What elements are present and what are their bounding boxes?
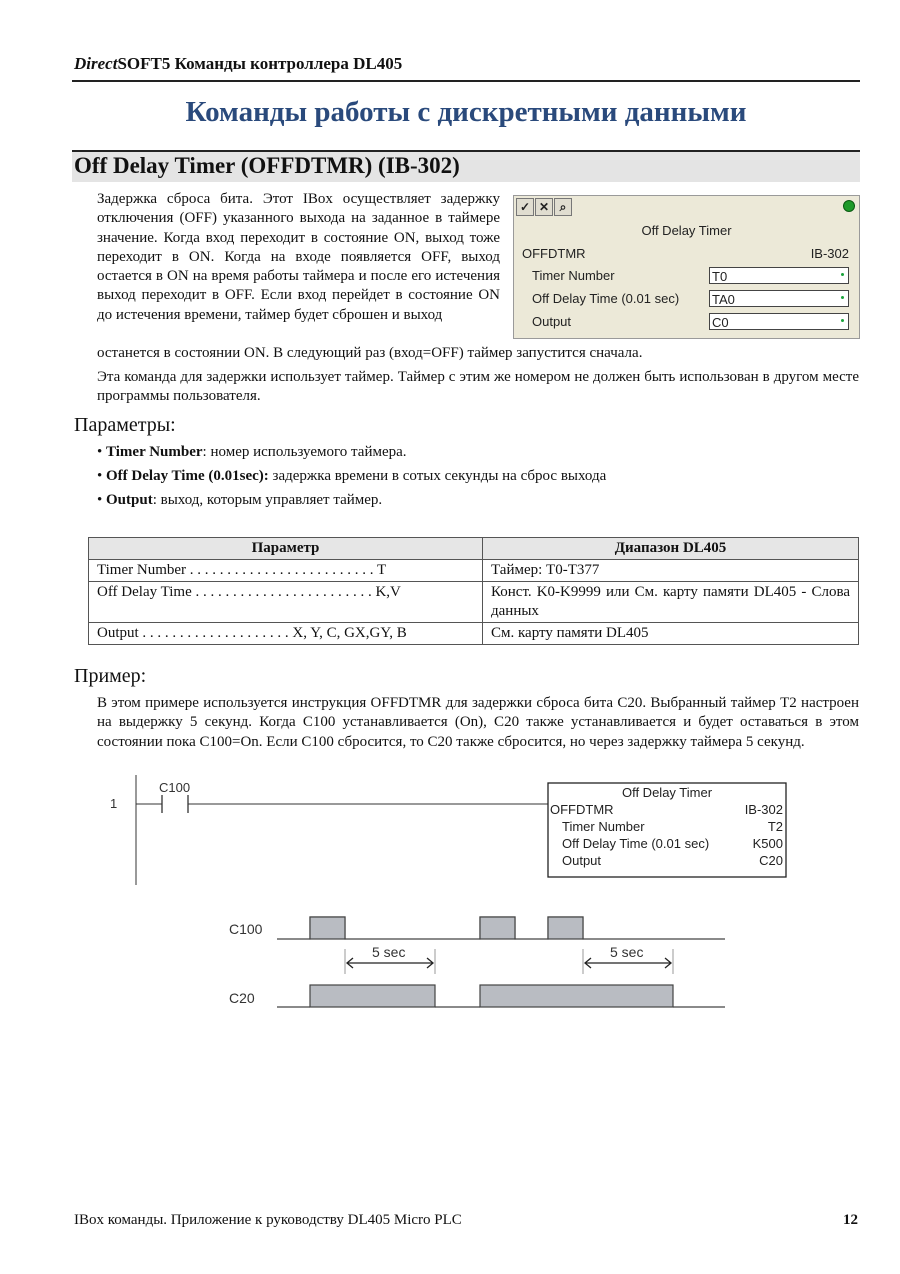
ladder-ibox-row <box>548 818 786 835</box>
table-cell: Output . . . . . . . . . . . . . . . . . . . . X, Y, C, GX,GY, B <box>89 623 483 645</box>
description-para-1: Задержка сброса бита. Этот IBox осуществляет задержку отключения (OFF) указанного выхода на заданное в таймере значение. Когда вход переходит в состояние ON, выход тоже переходит в ON. Когда на входе появляется OFF, выход остается в ON на время работы таймера и после его истечения выход переходит в OFF. Если вход перейдет в состояние ON до истечения времени, таймер будет сброшен и выход <box>97 191 500 323</box>
header-rule <box>72 80 860 82</box>
cancel-icon[interactable]: ✕ <box>535 198 553 216</box>
timing-diagram <box>220 905 740 1020</box>
ladder-ibox-header <box>548 801 786 818</box>
c100-pulse-3 <box>548 917 583 939</box>
status-led-icon <box>843 200 855 212</box>
param-name: Off Delay Time (0.01sec): <box>106 468 269 484</box>
ladder-ibox-code: IB-302 <box>744 802 783 817</box>
description-para-2: Эта команда для задержки использует таймер. Таймер с этим же номером не должен быть использован в другом месте программы пользователя. <box>97 369 859 405</box>
table-cell: Timer Number . . . . . . . . . . . . . . . . . . . . . . . . . T <box>89 560 483 582</box>
ladder-ibox-row <box>548 835 786 852</box>
example-heading: Пример: <box>74 665 147 687</box>
table-row <box>89 623 859 645</box>
description-para-1-tail: останется в состоянии ON. В следующий раз (вход=OFF) таймер запустится сначала. <box>97 345 643 361</box>
c20-pulse-2 <box>480 985 673 1007</box>
ladder-row-value: K500 <box>752 836 783 851</box>
table-row <box>89 582 859 623</box>
param-sep: : <box>152 492 161 508</box>
section-title: Off Delay Timer (OFFDTMR) (IB-302) <box>74 153 460 178</box>
timer-number-label: Timer Number <box>532 268 615 283</box>
accept-icon[interactable]: ✓ <box>516 198 534 216</box>
dialog-toolbar <box>516 198 573 216</box>
table-header-row <box>89 538 859 560</box>
param-item: • Timer Number: номер используемого таймера. <box>97 444 407 460</box>
brand-italic: Direct <box>74 54 118 73</box>
table-row <box>89 560 859 582</box>
timer-number-input[interactable]: T0 <box>709 267 849 284</box>
example-text: В этом примере используется инструкция OFFDTMR для задержки сброса бита C20. Выбранный таймер T2 настроен на выдержку 5 секунд. Когда C100 устанавливается (On), C20 также устанавливается и будет оставаться в этом состоянии пока C100=On. Если C100 сбросится, то C20 также сбросится, но через задержку таймера 5 секунд. <box>97 695 859 750</box>
table-cell: Конст. K0-K9999 или См. карту памяти DL405 - Слова данных <box>483 582 859 623</box>
table-cell: Таймер: T0-T377 <box>483 560 859 582</box>
param-item: • Off Delay Time (0.01sec): задержка времени в сотых секунды на сброс выхода <box>97 468 607 484</box>
chapter-title: Команды работы с дискретными данными <box>185 96 747 128</box>
header-text: SOFT5 Команды контроллера DL405 <box>117 54 403 73</box>
table-cell: См. карту памяти DL405 <box>483 623 859 645</box>
c20-pulse-1 <box>310 985 435 1007</box>
ladder-ibox-row <box>548 852 786 869</box>
param-text: выход, которым управляет таймер. <box>160 492 383 508</box>
table-cell: Off Delay Time . . . . . . . . . . . . . . . . . . . . . . . . K,V <box>89 582 483 623</box>
timing-signal-c20: C20 <box>229 990 255 1006</box>
ladder-row-label: Output <box>562 853 602 868</box>
param-name: Output <box>106 492 153 508</box>
output-input[interactable]: C0 <box>709 313 849 330</box>
param-name: Timer Number <box>106 444 203 460</box>
rung-number: 1 <box>110 796 118 811</box>
browse-icon[interactable]: ⌕ <box>554 198 572 216</box>
parameter-table <box>88 537 859 645</box>
off-delay-time-input[interactable]: TA0 <box>709 290 849 307</box>
dialog-code: IB-302 <box>810 246 849 261</box>
c100-pulse-2 <box>480 917 515 939</box>
ladder-ibox <box>548 784 786 869</box>
ibox-dialog <box>513 195 860 339</box>
contact-label: C100 <box>159 780 191 795</box>
ladder-row-label: Off Delay Time (0.01 sec) <box>562 836 710 851</box>
output-label: Output <box>532 314 572 329</box>
footer-text: IBox команды. Приложение к руководству DL405 Micro PLC <box>74 1212 462 1228</box>
ladder-row-label: Timer Number <box>562 819 645 834</box>
param-sep: : <box>202 444 211 460</box>
parameters-heading: Параметры: <box>74 414 176 436</box>
param-text: номер используемого таймера. <box>210 444 407 460</box>
ladder-ibox-mnemonic: OFFDTMR <box>550 802 614 817</box>
dialog-title: Off Delay Timer <box>641 223 732 238</box>
page-number: 12 <box>843 1212 858 1228</box>
off-delay-time-label: Off Delay Time (0.01 sec) <box>532 291 680 306</box>
ladder-row-value: C20 <box>759 853 783 868</box>
c100-pulse-1 <box>310 917 345 939</box>
param-text: задержка времени в сотых секунды на сброс выхода <box>272 468 607 484</box>
table-header: Диапазон DL405 <box>483 538 859 560</box>
ladder-row-value: T2 <box>767 819 783 834</box>
timing-signal-c100: C100 <box>229 921 263 937</box>
table-header: Параметр <box>89 538 483 560</box>
running-header <box>74 54 402 74</box>
delay-label-2: 5 sec <box>610 944 644 960</box>
ladder-ibox-title: Off Delay Timer <box>621 785 713 800</box>
param-item: • Output: выход, которым управляет таймер. <box>97 492 383 508</box>
dialog-mnemonic: OFFDTMR <box>522 246 586 261</box>
delay-label-1: 5 sec <box>372 944 406 960</box>
